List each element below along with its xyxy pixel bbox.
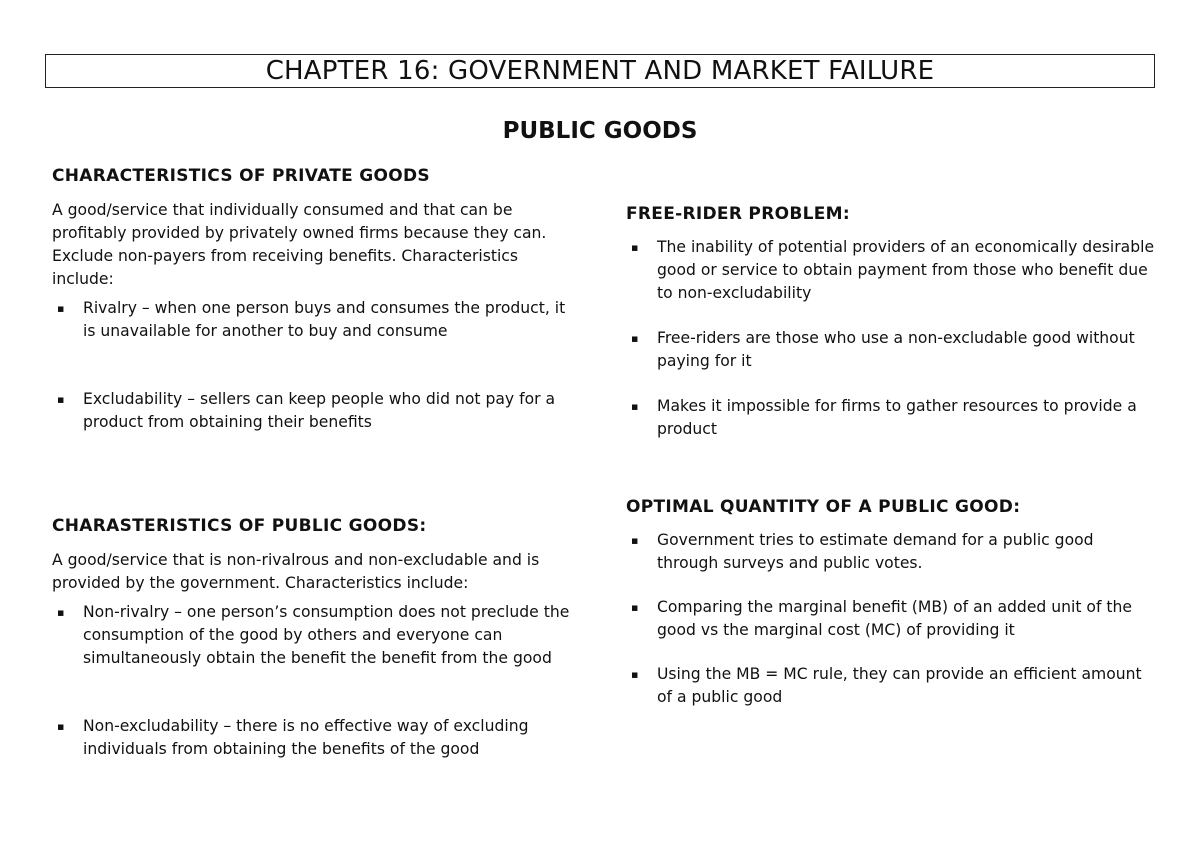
public-goods-intro: A good/service that is non-rivalrous and non-excludable and is provided by the government. Characteristics include: <box>52 551 540 592</box>
section-title: PUBLIC GOODS <box>502 118 698 144</box>
free-rider-list <box>626 236 1156 441</box>
list-item-text: Comparing the marginal benefit (MB) of an added unit of the good vs the marginal cost (MC) of providing it <box>657 598 1133 639</box>
optimal-quantity-heading: OPTIMAL QUANTITY OF A PUBLIC GOOD: <box>626 497 1021 517</box>
list-item-text: The inability of potential providers of an economically desirable good or service to obtain payment from those who benefit due to non-excludability <box>657 238 1155 302</box>
bullet-icon: ▪ <box>631 668 639 681</box>
free-rider-heading: FREE-RIDER PROBLEM: <box>626 204 850 224</box>
bullet-icon: ▪ <box>631 534 639 547</box>
list-item <box>626 395 1156 441</box>
optimal-quantity-list <box>626 529 1156 709</box>
private-goods-heading: CHARACTERISTICS OF PRIVATE GOODS <box>52 166 430 186</box>
bullet-icon: ▪ <box>57 720 65 733</box>
list-item <box>626 596 1156 642</box>
list-item <box>52 715 582 761</box>
private-goods-intro: A good/service that individually consumed and that can be profitably provided by privately owned firms because they can. Exclude non-payers from receiving benefits. Characteristics include: <box>52 201 547 288</box>
public-goods-heading: CHARASTERISTICS OF PUBLIC GOODS: <box>52 516 427 536</box>
bullet-icon: ▪ <box>631 332 639 345</box>
private-goods-section <box>52 166 582 434</box>
list-item <box>52 388 582 434</box>
chapter-title: CHAPTER 16: GOVERNMENT AND MARKET FAILURE <box>45 54 1155 88</box>
bullet-icon: ▪ <box>631 601 639 614</box>
list-item-text: Rivalry – when one person buys and consumes the product, it is unavailable for another to buy and consume <box>83 299 566 340</box>
list-item-text: Non-rivalry – one person’s consumption does not preclude the consumption of the good by others and everyone can simultaneously obtain the benefit the benefit from the good <box>83 603 570 667</box>
list-item-text: Non-excludability – there is no effective way of excluding individuals from obtaining the benefits of the good <box>83 717 529 758</box>
list-item-text: Excludability – sellers can keep people who did not pay for a product from obtaining their benefits <box>83 390 556 431</box>
list-item <box>626 236 1156 305</box>
list-item <box>52 601 582 670</box>
list-item-text: Government tries to estimate demand for a public good through surveys and public votes. <box>657 531 1094 572</box>
list-item <box>626 529 1156 575</box>
private-goods-list <box>52 297 582 434</box>
public-goods-section <box>52 516 582 761</box>
public-goods-list <box>52 601 582 761</box>
optimal-quantity-section <box>626 497 1156 709</box>
free-rider-section <box>626 204 1156 441</box>
bullet-icon: ▪ <box>631 400 639 413</box>
list-item-text: Free-riders are those who use a non-excludable good without paying for it <box>657 329 1135 370</box>
bullet-icon: ▪ <box>57 302 65 315</box>
bullet-icon: ▪ <box>57 606 65 619</box>
bullet-icon: ▪ <box>57 393 65 406</box>
list-item <box>626 663 1156 709</box>
list-item <box>52 297 582 343</box>
list-item-text: Makes it impossible for firms to gather resources to provide a product <box>657 397 1137 438</box>
list-item-text: Using the MB = MC rule, they can provide an efficient amount of a public good <box>657 665 1142 706</box>
bullet-icon: ▪ <box>631 241 639 254</box>
list-item <box>626 327 1156 373</box>
